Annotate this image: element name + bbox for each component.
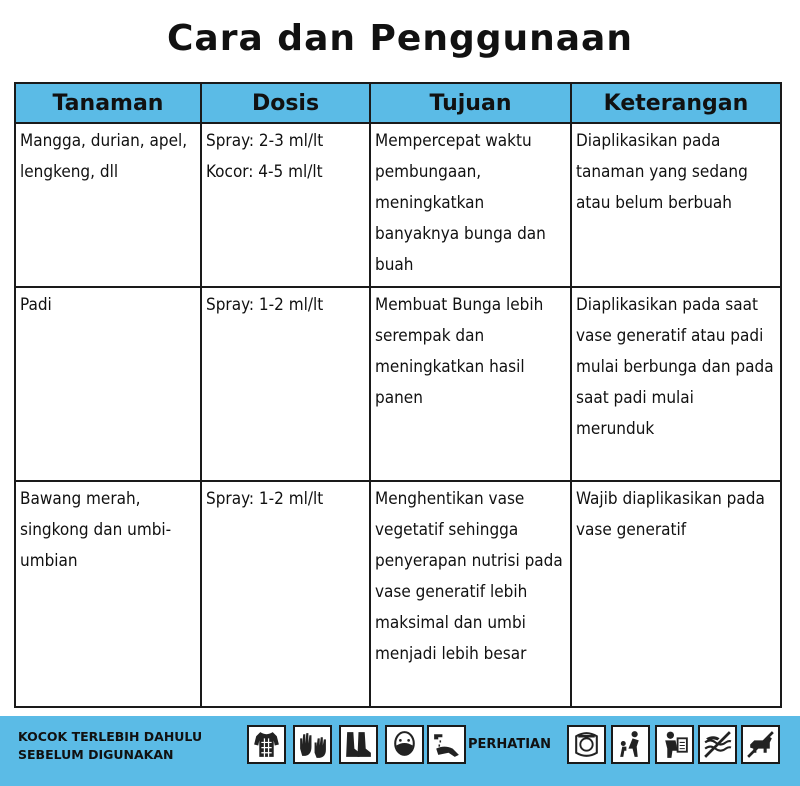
read-label-icon bbox=[655, 725, 694, 764]
keep-away-children-icon bbox=[611, 725, 650, 764]
header-tanaman: Tanaman bbox=[15, 83, 201, 123]
cell-dosis bbox=[201, 287, 370, 481]
shake-notice: KOCOK TERLEBIH DAHULU SEBELUM DIGUNAKAN bbox=[18, 729, 203, 762]
cell-keterangan: Diaplikasikan pada tanaman yang sedang atau belum berbuah bbox=[571, 123, 781, 287]
cell-tujuan: Mempercepat waktu pembungaan, meningkatkan banyaknya bunga dan buah bbox=[370, 123, 571, 287]
face-shield-icon bbox=[567, 725, 606, 764]
usage-table bbox=[14, 82, 782, 708]
dosis-line: Kocor: 4-5 ml/lt bbox=[206, 162, 323, 182]
header-dosis: Dosis bbox=[201, 83, 370, 123]
cell-tujuan: Membuat Bunga lebih serempak dan meningkatkan hasil panen bbox=[370, 287, 571, 481]
header-keterangan: Keterangan bbox=[571, 83, 781, 123]
dosis-line: Spray: 1-2 ml/lt bbox=[206, 295, 324, 315]
attention-label: PERHATIAN bbox=[468, 737, 551, 752]
cell-dosis bbox=[201, 481, 370, 707]
no-animals-icon bbox=[741, 725, 780, 764]
table-row bbox=[15, 481, 781, 707]
protective-clothing-icon bbox=[247, 725, 286, 764]
gloves-icon bbox=[293, 725, 332, 764]
mask-icon bbox=[385, 725, 424, 764]
cell-keterangan: Wajib diaplikasikan pada vase generatif bbox=[571, 481, 781, 707]
page-title: Cara dan Penggunaan bbox=[167, 18, 633, 59]
dosis-line: Spray: 1-2 ml/lt bbox=[206, 489, 324, 509]
cell-tanaman: Mangga, durian, apel, lengkeng, dll bbox=[15, 123, 201, 287]
cell-tujuan: Menghentikan vase vegetatif sehingga penyerapan nutrisi pada vase generatif lebih maksimal dan umbi menjadi lebih besar bbox=[370, 481, 571, 707]
dosis-line: Spray: 2-3 ml/lt bbox=[206, 131, 324, 151]
cell-keterangan: Diaplikasikan pada saat vase generatif atau padi mulai berbunga dan pada saat padi mulai merunduk bbox=[571, 287, 781, 481]
wash-hands-icon bbox=[427, 725, 466, 764]
table-row bbox=[15, 123, 781, 287]
table-header-row bbox=[15, 83, 781, 123]
cell-tanaman: Padi bbox=[15, 287, 201, 481]
cell-tanaman: Bawang merah, singkong dan umbi-umbian bbox=[15, 481, 201, 707]
boots-icon bbox=[339, 725, 378, 764]
no-water-contamination-icon bbox=[698, 725, 737, 764]
header-tujuan: Tujuan bbox=[370, 83, 571, 123]
safety-footer bbox=[0, 716, 800, 786]
cell-dosis bbox=[201, 123, 370, 287]
table-row bbox=[15, 287, 781, 481]
